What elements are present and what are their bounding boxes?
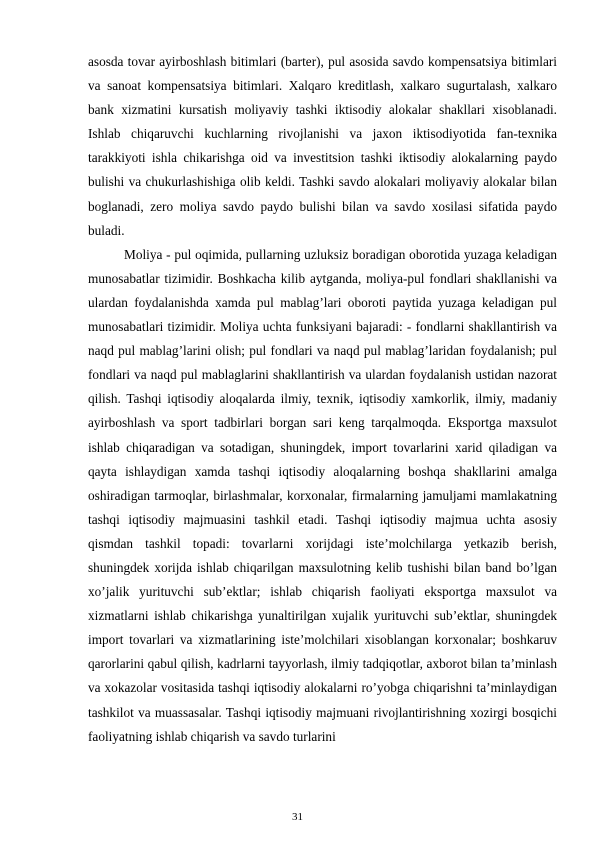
document-page <box>88 50 557 749</box>
paragraph-2: Moliya - pul oqimida, pullarning uzluksiz boradigan oborotida yuzaga keladigan munosabatlar tizimidir. Boshkacha kilib aytganda, moliya-pul fondlari shakllanishi va ulardan foydalanishda xamda pul mablag’lari oboroti paytida yuzaga keladigan pul munosabatlari tizimidir. Moliya uchta funksiyani bajaradi: - fondlarni shakllantirish va naqd pul mablag’larini olish; pul fondlari va naqd pul mablag’laridan foydalanish; pul fondlari va naqd pul mablaglarini shakllantirish va ulardan foydalanish ustidan nazorat qilish. Tashqi iqtisodiy aloqalarda ilmiy, texnik, iqtisodiy xamkorlik, ilmiy, madaniy ayirboshlash va sport tadbirlari borgan sari keng tarqalmoqda. Eksportga maxsulot ishlab chiqaradigan va sotadigan, shuningdek, import tovarlarini xarid qiladigan va qayta ishlaydigan xamda tashqi iqtisodiy aloqalarning boshqa shakllarini amalga oshiradigan tarmoqlar, birlashmalar, korxonalar, firmalarning jamuljami mamlakatning tashqi iqtisodiy majmuasini tashkil etadi. Tashqi iqtisodiy majmua uchta asosiy qismdan tashkil topadi: tovarlarni xorijdagi iste’molchilarga yetkazib berish, shuningdek xorijda ishlab chiqarilgan maxsulotning kelib tushishi bilan band bo’lgan xo’jalik yurituvchi sub’ektlar; ishlab chiqarish faoliyati eksportga maxsulot va xizmatlarni ishlab chikarishga yunaltirilgan xujalik yurituvchi sub’ektlar, shuningdek import tovarlari va xizmatlarining iste’molchilari xisoblangan korxonalar; boshkaruv qarorlarini qabul qilish, kadrlarni tayyorlash, ilmiy tadqiqotlar, axborot bilan ta’minlash va xokazolar vositasida tashqi iqtisodiy alokalarni ro’yobga chiqarishni ta’minlaydigan tashkilot va muassasalar. Tashqi iqtisodiy majmuani rivojlantirishning xozirgi bosqichi faoliyatning ishlab chiqarish va savdo turlarini <box>88 246 557 744</box>
page-number: 31 <box>292 811 303 823</box>
paragraph-1: asosda tovar ayirboshlash bitimlari (barter), pul asosida savdo kompensatsiya bitimlari va sanoat kompensatsiya bitimlari. Xalqaro kreditlash, xalkaro sugurtalash, xalkaro bank xizmatini kursatish moliyaviy tashki iktisodiy alokalar shakllari xisoblanadi. Ishlab chiqaruvchi kuchlarning rivojlanishi va jaxon iktisodiyotida fan-texnika tarakkiyoti ishla chikarishga oid va investitsion tashki iktisodiy alokalarning paydo bulishi va chukurlashishiga olib keldi. Tashki savdo alokalari moliyaviy alokalar bilan boglanadi, zero moliya savdo paydo bulishi bilan va savdo xosilasi sifatida paydo buladi. <box>88 54 557 238</box>
